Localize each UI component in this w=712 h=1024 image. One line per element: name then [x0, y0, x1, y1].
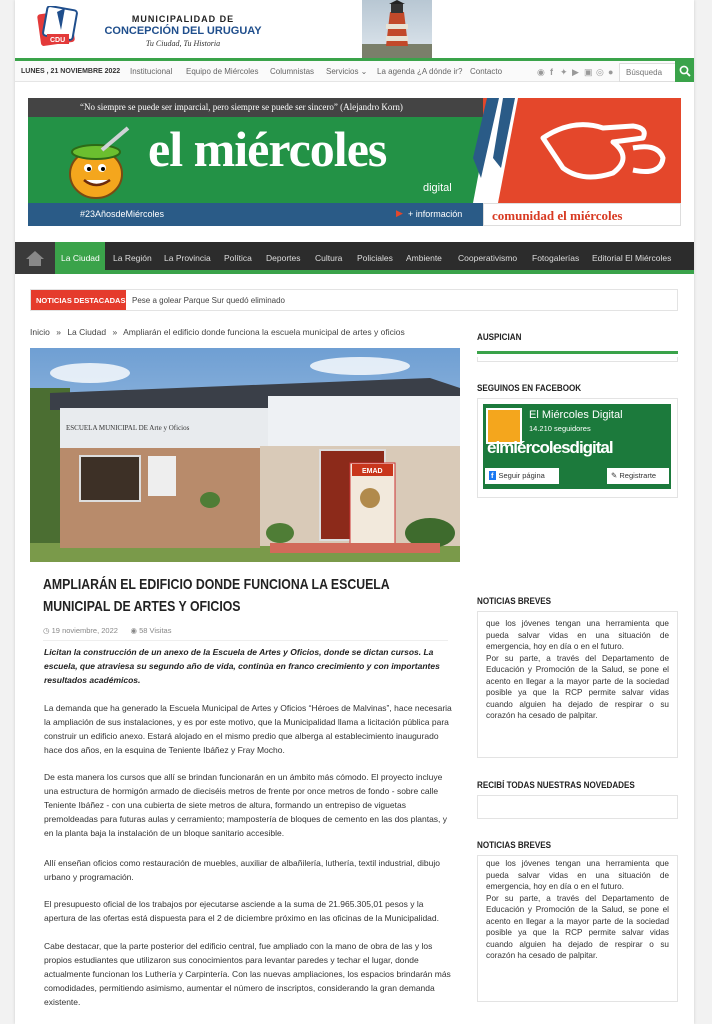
sidebar-heading-newsletter: RECIBÍ TODAS NUESTRAS NOVEDADES: [477, 780, 678, 802]
facebook-page-card[interactable]: [483, 404, 671, 489]
pencil-icon: ✎: [611, 471, 618, 480]
masthead-hashtag: #23AñosdeMiércoles: [80, 209, 165, 219]
article-meta: [43, 626, 171, 635]
masthead-banner[interactable]: [28, 98, 681, 226]
nav-item-cultura[interactable]: Cultura: [315, 253, 343, 263]
nav-item-la-region[interactable]: La Región: [113, 253, 152, 263]
topnav-contacto[interactable]: Contacto: [470, 67, 503, 76]
breaking-news-label: NOTICIAS DESTACADAS: [31, 290, 126, 310]
article-title: AMPLIARÁN EL EDIFICIO DONDE FUNCIONA LA ESCUELA MUNICIPAL DE ARTES Y OFICIOS: [43, 576, 390, 615]
eye-icon: ◉: [130, 626, 137, 635]
facebook-signup-button[interactable]: ✎ Registrarte: [607, 468, 669, 484]
breves-text: que los jóvenes tengan una herramienta que pueda salvar vidas en una situación de emergencia, hoy en día o en el futuro.: [486, 619, 669, 651]
sidebar-heading-breves-2: NOTICIAS BREVES: [477, 840, 678, 862]
masthead-info-link[interactable]: + información: [408, 209, 463, 219]
play-arrow-icon: ▶: [396, 208, 403, 218]
nav-item-la-provincia[interactable]: La Provincia: [164, 253, 211, 263]
muni-line2: CONCEPCIÓN DEL URUGUAY: [104, 25, 262, 37]
breves-widget: [477, 611, 678, 758]
masthead-subtitle: digital: [423, 182, 452, 194]
image-school-sign: ESCUELA MUNICIPAL DE Arte y Oficios: [66, 424, 190, 432]
article-views: 58 Visitas: [139, 626, 172, 635]
sidebar-heading-facebook: SEGUINOS EN FACEBOOK: [477, 383, 678, 405]
topnav-servicios[interactable]: Servicios ⌄: [326, 67, 368, 76]
top-banner: [15, 0, 694, 58]
breadcrumb: [30, 327, 409, 337]
breaking-news-bar: [30, 289, 678, 311]
current-date: LUNES , 21 NOVIEMBRE 2022: [21, 68, 121, 75]
page: [15, 0, 694, 1024]
breadcrumb-category[interactable]: La Ciudad: [67, 327, 107, 337]
youtube-icon[interactable]: ▶: [572, 67, 579, 77]
facebook-followers: 14.210 seguidores: [529, 424, 591, 433]
nav-item-editorial[interactable]: Editorial El Miércoles: [592, 253, 672, 263]
facebook-f-icon: f: [491, 471, 494, 480]
muni-line1: MUNICIPALIDAD DE: [131, 14, 235, 24]
breves-widget-2: [477, 855, 678, 1002]
breaking-news-link[interactable]: Pese a golear Parque Sur quedó eliminado: [132, 296, 285, 305]
breadcrumb-current: Ampliarán el edificio donde funciona la escuela municipal de artes y oficios: [123, 327, 405, 337]
flag-stripes-icon: [473, 98, 518, 203]
home-icon: [15, 242, 55, 274]
topnav-institucional[interactable]: Institucional: [130, 67, 173, 76]
article-lead: Licitan la construcción de un anexo de la Escuela de Artes y Oficios, donde se dictan cursos. La escuela, que atraviesa su segundo año de vida, continúa en franco crecimiento y con importantes resultados académicos.: [44, 647, 440, 685]
sidebar-heading-auspician: AUSPICIAN: [477, 332, 678, 354]
top-nav: [15, 58, 694, 82]
breves-text: que los jóvenes tengan una herramienta que pueda salvar vidas en una situación de emergencia, hoy en día o en el futuro.: [486, 859, 669, 891]
twitter-icon[interactable]: ✦: [560, 67, 568, 77]
facebook-page-name[interactable]: El Miércoles Digital: [529, 409, 623, 421]
breves-text: Por su parte, a través del Departamento de Educación y Promoción de la Salud, se pone el acento en llegar a la mayor parte de la sociedad posible ya que la RCP permite salvar vidas cuando alguien ha dejado de respirar o su corazón ha cesado de palpitar.: [486, 653, 669, 720]
facebook-banner-text: elmiércolesdigital: [487, 438, 613, 457]
facebook-follow-button[interactable]: f Seguir página: [485, 468, 559, 484]
nav-item-fotogalerias[interactable]: Fotogalerías: [532, 253, 580, 263]
main-nav: [15, 242, 694, 274]
nav-item-politica[interactable]: Política: [224, 253, 252, 263]
article-paragraph: Cabe destacar, que la parte posterior del edificio central, fue ampliado con la mano de obra de las y los propios estudiantes que utilizaron sus conocimientos para levantar paredes y techar el lugar, donde actualmente funcionan los Luthería y Carpintería. Con las nuevas ampliaciones, los espacios brindarán más comodidades, permitiendo asimismo, aumentar el número de inscriptos, considerando la gran demanda existente.: [44, 941, 451, 1007]
article-paragraph: La demanda que ha generado la Escuela Municipal de Artes y Oficios “Héroes de Malvinas”, hace necesaria la ampliación de sus instalaciones, y es por este motivo, que la Municipalidad llama a licitación pública para construir un edificio anexo. Estará alojado en el mismo predio que alberga al establecimiento inaugurado hace dos años, en la esquina de Teniente Ibáñez y Fray Mocho.: [44, 703, 452, 755]
muni-slogan: Tu Ciudad, Tu Historia: [145, 39, 221, 48]
breadcrumb-sep: »: [56, 327, 61, 337]
sidebar-heading-breves: NOTICIAS BREVES: [477, 596, 678, 618]
breadcrumb-home[interactable]: Inicio: [30, 327, 50, 337]
mate-mascot-icon: [58, 126, 138, 201]
divider: [43, 640, 448, 641]
topnav-agenda[interactable]: La agenda ¿A dónde ir?: [377, 67, 463, 76]
search-input[interactable]: [619, 63, 677, 82]
article-paragraph: El presupuesto oficial de los trabajos por ejecutarse asciende a la suma de 21.965.305,01 pesos y la apertura de las ofertas está dispuesta para el 2 de diciembre próximo en las oficinas de la Municipalidad.: [44, 899, 440, 923]
topnav-equipo[interactable]: Equipo de Miércoles: [186, 67, 259, 76]
article-paragraph: Allí enseñan oficios como restauración de muebles, auxiliar de albañilería, luthería, textil industrial, dibujo urbano y programación.: [44, 858, 440, 882]
facebook-icon[interactable]: f: [550, 67, 553, 77]
breves-text: Por su parte, a través del Departamento de Educación y Promoción de la Salud, se pone el acento en llegar a la mayor parte de la sociedad posible ya que la RCP permite salvar vidas cuando alguien ha dejado de respirar o su corazón ha cesado de palpitar.: [486, 893, 669, 960]
spotify-icon[interactable]: ●: [608, 67, 614, 77]
masthead-quote: “No siempre se puede ser imparcial, pero siempre se puede ser sincero” (Alejandro Korn): [28, 98, 483, 117]
newsletter-widget: [477, 795, 678, 819]
clock-icon: ◷: [43, 626, 50, 635]
masthead-title: el miércoles: [148, 121, 387, 177]
search-icon: [679, 65, 691, 77]
nav-item-deportes[interactable]: Deportes: [266, 253, 301, 263]
article-image[interactable]: [30, 348, 460, 562]
breadcrumb-sep: »: [112, 327, 118, 337]
cdu-label: CDU: [50, 37, 66, 44]
home-button[interactable]: [15, 242, 55, 274]
cdu-logo[interactable]: [37, 6, 83, 48]
nav-item-ambiente[interactable]: Ambiente: [406, 253, 442, 263]
article-date: 19 noviembre, 2022: [51, 626, 118, 635]
nav-item-cooperativismo[interactable]: Cooperativismo: [458, 253, 518, 263]
masthead-comunidad[interactable]: comunidad el miércoles: [483, 203, 681, 226]
municipality-branding[interactable]: [93, 14, 273, 48]
search-button[interactable]: [675, 61, 694, 82]
nav-item-la-ciudad[interactable]: La Ciudad: [61, 253, 100, 263]
instagram-icon[interactable]: ◎: [596, 67, 604, 77]
tv-icon[interactable]: ▣: [584, 67, 593, 77]
rss-icon[interactable]: ◉: [537, 67, 545, 77]
auspician-box: [477, 357, 678, 362]
nav-item-policiales[interactable]: Policiales: [357, 253, 393, 263]
image-emad-banner: EMAD: [362, 468, 383, 475]
topnav-columnistas[interactable]: Columnistas: [270, 67, 315, 76]
article-paragraph: De esta manera los cursos que allí se brindan funcionarán en un ámbito más cómodo. El proyecto incluye una estructura de hormigón armado de dieciséis metros de frente por once metros de fondo - sobre calle Teniente Ibáñez - con una cubierta de siete metros de altura, formando un entrepiso de viguetas premoldeadas para futuras aulas y cerramiento; mampostería de bloques de cemento en las dos plantas, y en la planta baja la instalación de un bloque sanitario accesible.: [44, 772, 448, 838]
lighthouse-image[interactable]: [362, 0, 432, 58]
